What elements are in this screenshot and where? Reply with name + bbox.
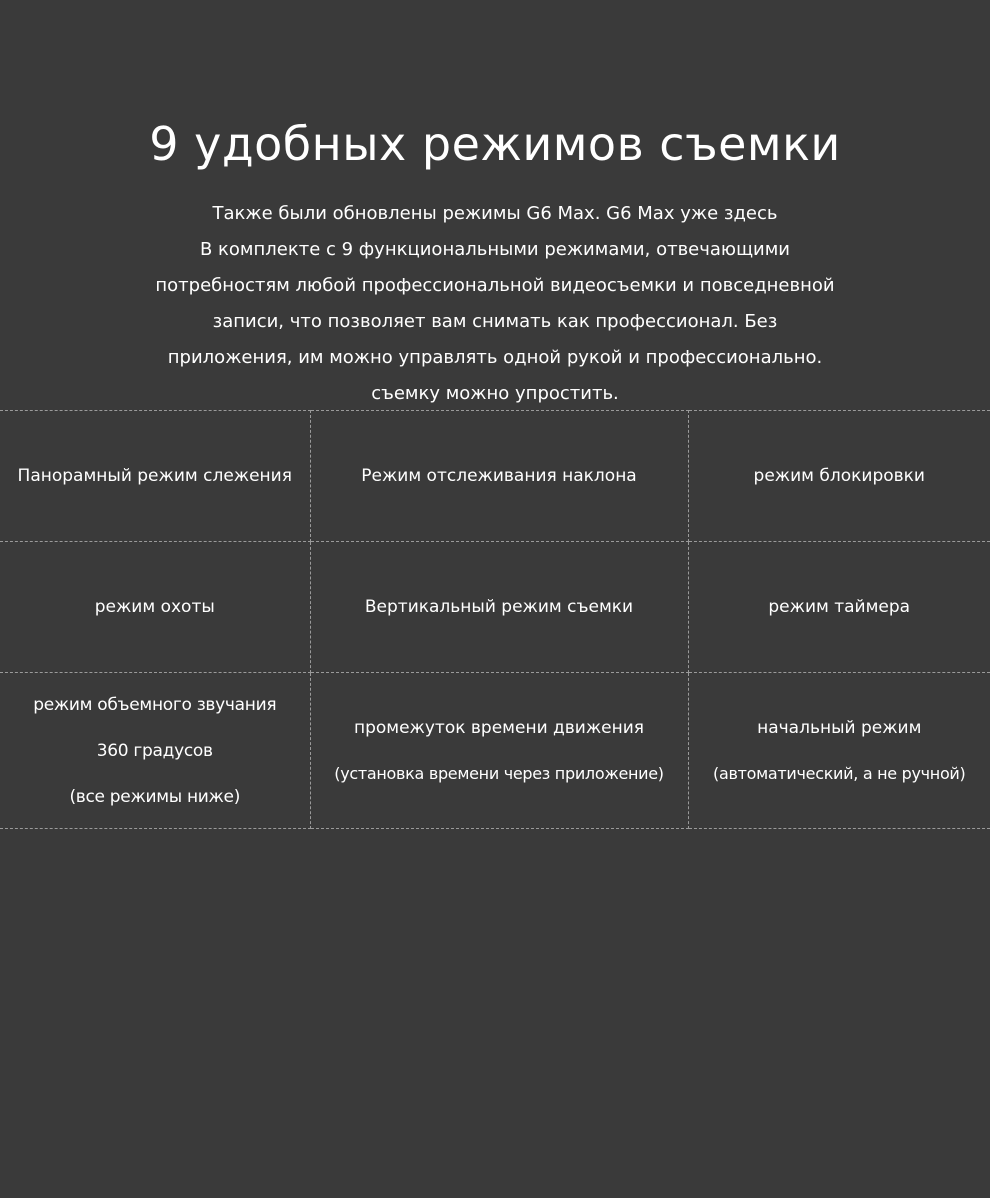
mode-label: режим блокировки [753,466,925,486]
mode-label: режим таймера [768,597,911,617]
mode-label: промежуток времени движения [353,717,645,738]
modes-row [0,673,990,829]
mode-label: Вертикальный режим съемки [364,597,634,617]
description-line: съемку можно упростить. [371,383,619,404]
modes-grid [0,410,990,829]
mode-note: (все режимы ниже) [69,786,241,807]
mode-cell-tilt-tracking [310,411,688,542]
mode-label: 360 градусов [96,740,213,761]
mode-label: режим объемного звучания [33,694,277,715]
mode-cell-panoramic-tracking [0,411,310,542]
mode-cell-hunting [0,542,310,673]
mode-cell-360-surround [0,673,310,829]
mode-label: режим охоты [94,597,215,617]
modes-row [0,411,990,542]
mode-note: (установка времени через приложение) [334,763,664,783]
description-line: потребностям любой профессиональной видеосъемки и повседневной [155,275,835,296]
mode-label: начальный режим [757,717,922,738]
description-line: Также были обновлены режимы G6 Max. G6 Max уже здесь [212,203,778,224]
mode-cell-motion-timelapse [310,673,688,829]
description-line: В комплекте с 9 функциональными режимами, отвечающими [199,239,791,260]
mode-cell-timer [688,542,990,673]
mode-label: Режим отслеживания наклона [361,466,637,486]
modes-row [0,542,990,673]
page-title: 9 удобных режимов съемки [149,117,841,171]
mode-cell-lock [688,411,990,542]
mode-note: (автоматический, а не ручной) [713,763,966,783]
description-line: приложения, им можно управлять одной рукой и профессионально. [167,347,823,368]
description-line: записи, что позволяет вам снимать как профессионал. Без [212,311,778,332]
mode-cell-vertical-shooting [310,542,688,673]
description [0,196,990,412]
mode-label: Панорамный режим слежения [17,466,292,486]
mode-cell-initial [688,673,990,829]
